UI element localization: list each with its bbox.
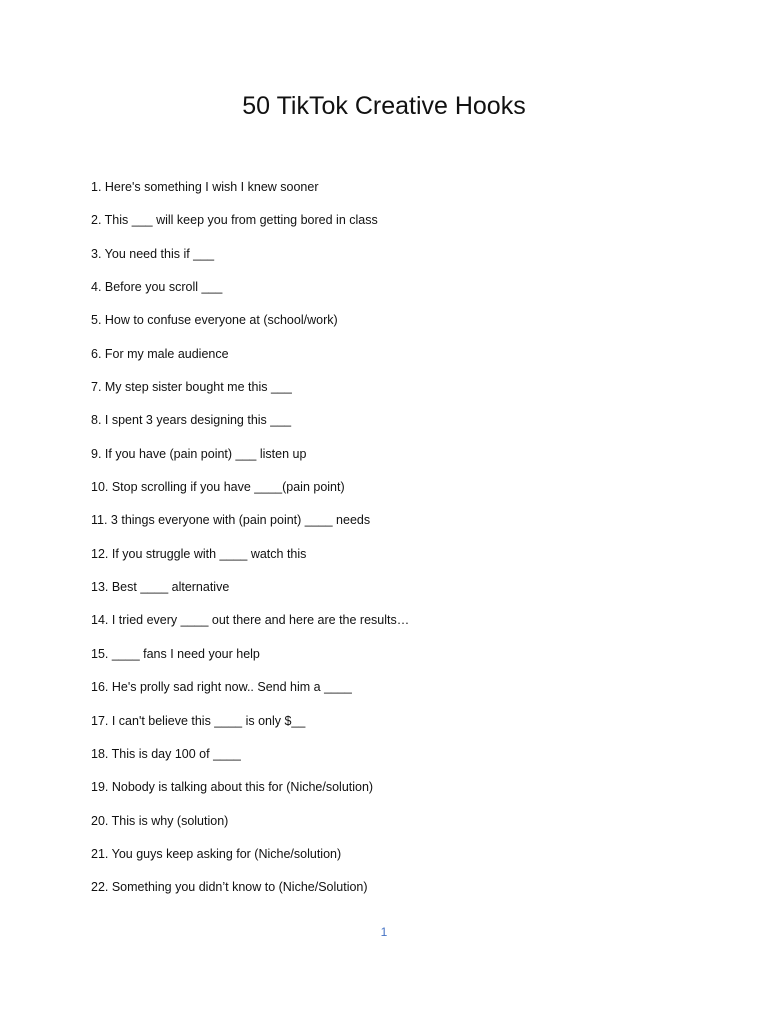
list-item: 13. Best ____ alternative	[91, 580, 230, 595]
list-item: 6. For my male audience	[91, 346, 229, 361]
list-item: 9. If you have (pain point) ___ listen up	[91, 446, 307, 461]
list-item: 22. Something you didn’t know to (Niche/Solution)	[91, 880, 368, 895]
list-item: 17. I can't believe this ____ is only $__	[91, 713, 306, 728]
list-item: 3. You need this if ___	[91, 246, 215, 261]
list-item: 20. This is why (solution)	[91, 813, 229, 828]
list-item: 7. My step sister bought me this ___	[91, 380, 292, 395]
list-item: 19. Nobody is talking about this for (Niche/solution)	[91, 780, 374, 795]
list-item: 10. Stop scrolling if you have ____(pain point)	[91, 480, 345, 495]
list-item: 16. He's prolly sad right now.. Send him a ____	[91, 680, 352, 695]
list-item: 21. You guys keep asking for (Niche/solution)	[91, 846, 342, 861]
list-item: 11. 3 things everyone with (pain point) ____ needs	[91, 513, 371, 528]
list-item: 4. Before you scroll ___	[91, 280, 223, 295]
list-item: 5. How to confuse everyone at (school/work)	[91, 313, 338, 328]
list-item: 12. If you struggle with ____ watch this	[91, 546, 307, 561]
list-item: 15. ____ fans I need your help	[91, 646, 260, 661]
list-item: 1. Here's something I wish I knew sooner	[91, 180, 319, 194]
list-item: 2. This ___ will keep you from getting bored in class	[91, 213, 378, 228]
document-title: 50 TikTok Creative Hooks	[242, 92, 526, 120]
list-item: 8. I spent 3 years designing this ___	[91, 413, 292, 428]
list-item: 18. This is day 100 of ____	[91, 746, 241, 761]
list-item: 14. I tried every ____ out there and here are the results…	[91, 613, 410, 628]
hook-list	[91, 179, 711, 913]
page-number: 1	[380, 925, 388, 939]
